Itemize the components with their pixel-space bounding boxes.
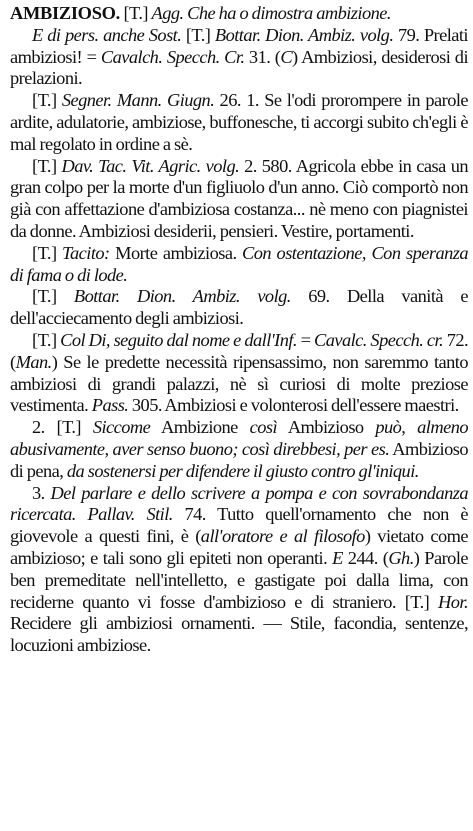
text-run: =: [296, 329, 314, 350]
text-run: 2. [T.]: [32, 417, 93, 438]
text-run: [T.]: [32, 90, 62, 111]
text-run: 74. Tutto quell'ornamento che non è giovevole a questi fini, è (: [10, 504, 469, 547]
italic-run: Man.: [15, 351, 52, 372]
citation-tacito-paragraph: [10, 243, 468, 287]
dictionary-entry: [10, 3, 468, 657]
sense-2-paragraph: [10, 417, 468, 482]
italic-run: Bottar. Dion. Ambiz. volg.: [73, 286, 291, 307]
text-run: 244. (: [342, 547, 389, 568]
italic-run: può, almeno abusivamente, aver senso buono; così direbbesi, per es.: [10, 417, 468, 459]
italic-run: Con ostentazione, Con speranza di fama o di lode.: [10, 242, 468, 285]
italic-run: Pass.: [91, 395, 129, 416]
italic-run: Bottar. Dion. Ambiz. volg.: [214, 24, 394, 45]
text-run: Morte ambiziosa.: [109, 242, 243, 263]
sense-3-paragraph: [10, 483, 468, 657]
text-run: [T.]: [32, 286, 74, 307]
headword: AMBIZIOSO.: [10, 3, 120, 23]
text-run: ) vietato come ambizioso; e tali sono gli epiteti non operanti.: [10, 526, 469, 568]
italic-run: Agg. Che ha o dimostra ambizione.: [151, 3, 391, 23]
italic-run: C: [280, 46, 293, 67]
citation-cavalca-paragraph: [10, 330, 468, 417]
italic-run: Dav. Tac. Vit. Agric. volg.: [61, 155, 240, 176]
citation-davanzati-paragraph: [10, 156, 468, 243]
text-run: Ambizioso: [277, 417, 376, 438]
text-run: [T.]: [32, 329, 61, 350]
italic-run: Gh.: [388, 547, 414, 568]
italic-run: Cavalch. Specch. Cr.: [100, 46, 245, 67]
italic-run: Hor.: [438, 591, 468, 612]
text-run: [T.]: [119, 3, 152, 23]
text-run: 69. Della vanità e dell'acciecamento degli ambiziosi.: [10, 286, 469, 329]
text-run: Recidere gli ambiziosi ornamenti. — Stile, facondia, sentenze, locuzioni ambiziose.: [10, 613, 468, 656]
italic-run: Del parlare e dello scrivere a pompa e con sovrabondanza ricercata. Pallav. Stil.: [10, 482, 468, 525]
text-run: Ambizioso di pena,: [10, 438, 468, 481]
text-run: [T.]: [32, 242, 63, 263]
text-run: Ambizione: [150, 417, 250, 438]
italic-run: Siccome: [92, 417, 151, 438]
italic-run: all'oratore e al filosofo: [200, 526, 365, 547]
italic-run: Col Di, seguito dal nome e dall'Inf.: [60, 329, 297, 350]
text-run: ) Se le predette necessità ripensassimo, non saremmo tanto ambiziosi di grandi palazzi, nè sì curiosi di molte preziose vestimenta.: [10, 351, 468, 416]
text-run: ) Ambiziosi, desiderosi di prelazioni.: [10, 46, 468, 89]
text-run: 305. Ambiziosi e volonterosi dell'essere maestri.: [128, 395, 459, 416]
italic-run: così: [249, 417, 278, 438]
text-run: 31. (: [244, 46, 281, 67]
text-run: 2. 580. Agricola ebbe in casa un gran colpo per la morte d'un figliuolo d'un anno. Ciò comportò non già con affettazione d'ambiziosa costanza... nè meno con piagnistei da donne. Ambiziosi desiderii, pensieri. Vestire, portamenti.: [10, 155, 468, 241]
text-run: 72. (: [10, 329, 469, 372]
italic-run: Segner. Mann. Giugn.: [61, 90, 215, 111]
text-run: 3.: [32, 482, 51, 503]
italic-run: da sostenersi per difendere il giusto contro gl'iniqui.: [66, 460, 419, 481]
citation-segneri-paragraph: [10, 90, 468, 155]
entry-headword-paragraph: [10, 3, 468, 25]
text-run: [T.]: [181, 24, 215, 45]
italic-run: Tacito:: [62, 242, 110, 263]
text-run: 26. 1. Se l'odi prorompere in parole ardite, adulatorie, ambiziose, buffonesche, ti accorgi subito ch'egli è mal regolato in ordine a sè.: [10, 90, 469, 154]
sense-sostantivo-paragraph: [10, 25, 468, 90]
text-run: 79. Prelati ambiziosi! =: [10, 24, 468, 67]
italic-run: E: [332, 547, 343, 568]
text-run: ) Parole ben premeditate nell'intelletto, e gastigate poi dalla lima, con reciderne quanto vi fosse d'ambizioso e di straniero. [T.]: [10, 547, 468, 612]
italic-run: E di pers. anche Sost.: [32, 24, 182, 45]
italic-run: Cavalc. Specch. cr.: [314, 329, 444, 350]
citation-bottari-paragraph: [10, 286, 468, 330]
text-run: [T.]: [32, 155, 62, 176]
